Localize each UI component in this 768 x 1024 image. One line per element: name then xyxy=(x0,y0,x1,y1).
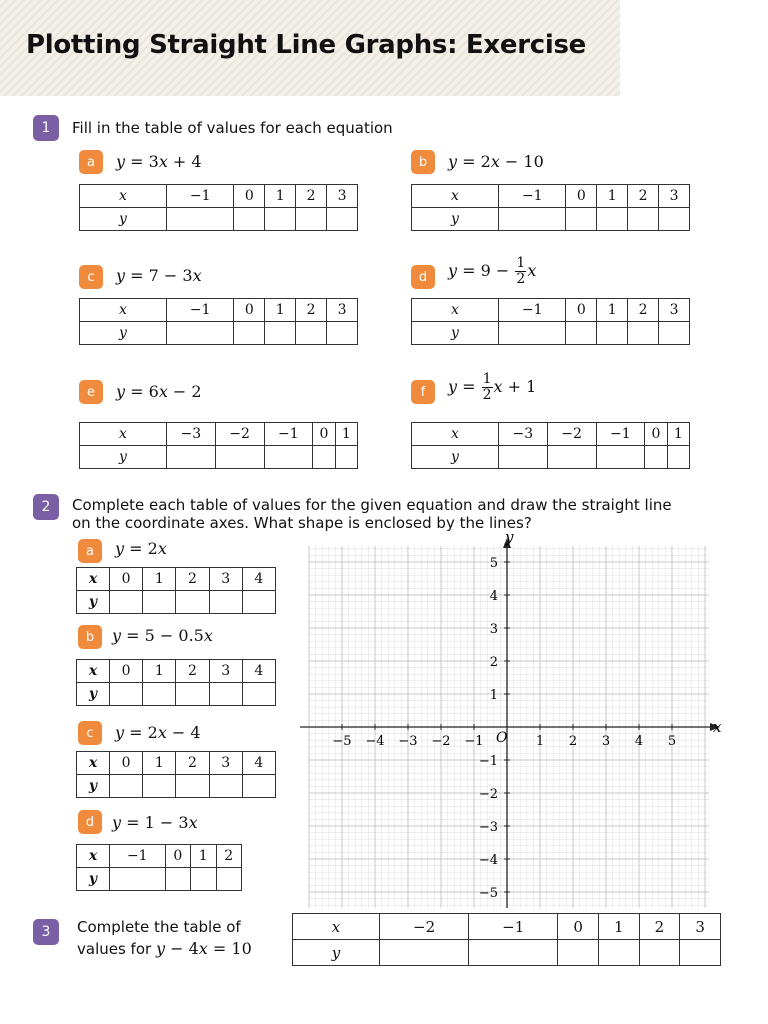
x-axis-label: x xyxy=(713,718,722,736)
table-3: x −2 −1 0 1 2 3 y xyxy=(292,913,721,966)
part-2b-badge: b xyxy=(78,625,102,649)
x-tick-label: −2 xyxy=(431,734,451,749)
tick-labels xyxy=(332,556,676,901)
question-2-text-line1: Complete each table of values for the given equation and draw the straight line xyxy=(72,496,672,514)
question-3-badge: 3 xyxy=(33,919,59,945)
equation-2b: y = 5 − 0.5x xyxy=(112,626,213,645)
table-1c: x −1 0 1 2 3 y xyxy=(79,298,358,345)
question-2-text-line2: on the coordinate axes. What shape is enclosed by the lines? xyxy=(72,514,532,532)
x-tick-label: −3 xyxy=(398,734,418,749)
x-tick-label: 3 xyxy=(601,734,611,749)
part-2c-badge: c xyxy=(78,721,102,745)
x-tick-label: −1 xyxy=(464,734,484,749)
table-1f: x −3 −2 −1 0 1 y xyxy=(411,422,690,469)
equation-1a: y = 3x + 4 xyxy=(116,152,202,171)
equation-1d: y = 9 − $\frac{1}{2}$ x xyxy=(448,255,537,287)
part-2d-badge: d xyxy=(78,810,102,834)
x-tick-label: 2 xyxy=(568,734,578,749)
equation-1c: y = 7 − 3x xyxy=(116,266,202,285)
part-e-badge: e xyxy=(79,380,103,404)
question-2-badge: 2 xyxy=(33,494,59,520)
x-tick-label: 5 xyxy=(667,734,677,749)
equation-1e: y = 6x − 2 xyxy=(116,382,202,401)
y-tick-label: −1 xyxy=(478,754,498,769)
y-tick-label: 4 xyxy=(489,589,498,604)
origin-label: O xyxy=(496,730,508,746)
x-tick-label: −5 xyxy=(332,734,352,749)
table-1e: x −3 −2 −1 0 1 y xyxy=(79,422,358,469)
equation-2c: y = 2x − 4 xyxy=(115,723,201,742)
table-2d: x −1 0 1 2 y xyxy=(76,844,242,891)
equation-2d: y = 1 − 3x xyxy=(112,813,198,832)
y-tick-label: 1 xyxy=(489,688,498,703)
equation-1b: y = 2x − 10 xyxy=(448,152,544,171)
part-d-badge: d xyxy=(411,265,435,289)
y-tick-label: −4 xyxy=(478,853,498,868)
x-tick-label: −4 xyxy=(365,734,385,749)
question-1-badge: 1 xyxy=(33,115,59,141)
y-tick-label: 2 xyxy=(489,655,498,670)
table-1b: x −1 0 1 2 3 y xyxy=(411,184,690,231)
x-tick-label: 4 xyxy=(634,734,644,749)
part-c-badge: c xyxy=(79,265,103,289)
x-tick-label: 1 xyxy=(535,734,545,749)
equation-1f: y = $\frac{1}{2}$ x + 1 xyxy=(448,371,537,403)
table-2a: x 0 1 2 3 4 y xyxy=(76,567,276,614)
question-3-text-line2: values for y − 4x = 10 xyxy=(77,939,252,958)
part-2a-badge: a xyxy=(78,539,102,563)
page-title: Plotting Straight Line Graphs: Exercise xyxy=(26,30,586,60)
y-tick-label: −3 xyxy=(478,820,498,835)
table-1d: x −1 0 1 2 3 y xyxy=(411,298,690,345)
part-b-badge: b xyxy=(411,150,435,174)
table-1a: x −1 0 1 2 3 y xyxy=(79,184,358,231)
question-3-text-line1: Complete the table of xyxy=(77,918,241,936)
table-2b: x 0 1 2 3 4 y xyxy=(76,659,276,706)
y-tick-label: 3 xyxy=(489,622,498,637)
y-tick-label: −2 xyxy=(478,787,498,802)
y-tick-label: −5 xyxy=(478,886,498,901)
y-tick-label: 5 xyxy=(489,556,498,571)
y-axis-label: y xyxy=(505,530,514,546)
table-2c: x 0 1 2 3 4 y xyxy=(76,751,276,798)
question-1-text: Fill in the table of values for each equation xyxy=(72,119,393,137)
equation-2a: y = 2x xyxy=(115,539,167,558)
part-a-badge: a xyxy=(79,150,103,174)
part-f-badge: f xyxy=(411,380,435,404)
coordinate-axes[interactable] xyxy=(300,530,730,910)
